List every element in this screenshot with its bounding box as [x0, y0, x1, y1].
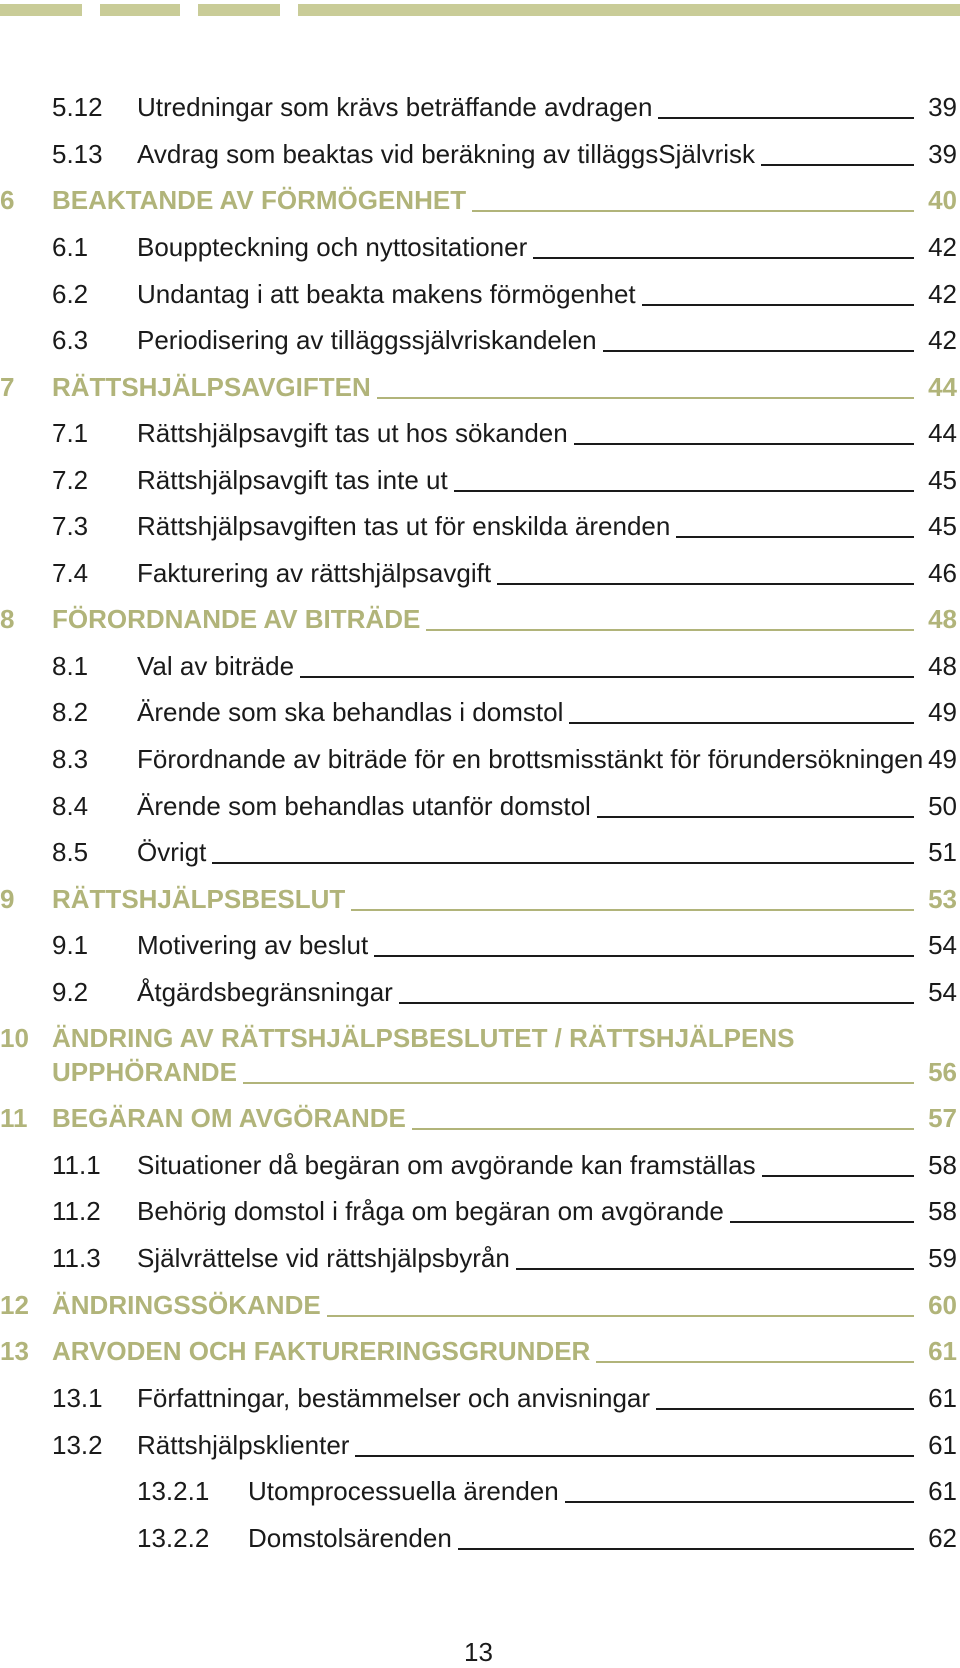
- toc-entry-page: 42: [928, 325, 957, 355]
- toc-leader-line: [472, 210, 914, 212]
- toc-entry-page: 49: [928, 697, 957, 727]
- toc-entry-number: 6.2: [52, 279, 89, 309]
- toc-entry[interactable]: [0, 325, 960, 369]
- toc-entry-title: Utomprocessuella ärenden: [248, 1476, 559, 1506]
- toc-entry-number: 8.3: [52, 744, 89, 774]
- toc-entry-page: 40: [928, 185, 957, 215]
- toc-entry-number: 8.2: [52, 697, 89, 727]
- toc-entry-title: Fakturering av rättshjälpsavgift: [137, 558, 492, 588]
- toc-entry-number: 7: [0, 372, 15, 402]
- toc-leader-line: [565, 1501, 914, 1503]
- toc-entry-page: 58: [928, 1150, 957, 1180]
- toc-entry-number: 9.1: [52, 930, 89, 960]
- toc-entry-page: 46: [928, 558, 957, 588]
- toc-entry-page: 60: [928, 1290, 957, 1320]
- toc-entry-number: 11: [0, 1103, 28, 1133]
- toc-entry[interactable]: [0, 604, 960, 648]
- toc-entry-number: 7.1: [52, 418, 89, 448]
- toc-entry[interactable]: [0, 651, 960, 695]
- toc-entry-title: Periodisering av tilläggssjälvriskandelen: [137, 325, 597, 355]
- toc-entry-page: 61: [928, 1476, 957, 1506]
- toc-entry[interactable]: [0, 139, 960, 183]
- toc-entry-number: 5.13: [52, 139, 103, 169]
- toc-entry[interactable]: [0, 744, 960, 788]
- toc-entry-title: Ärende som ska behandlas i domstol: [137, 697, 564, 727]
- toc-leader-line: [730, 1221, 914, 1223]
- toc-entry-title: BEAKTANDE AV FÖRMÖGENHET: [52, 185, 467, 215]
- toc-leader-line: [597, 816, 914, 818]
- toc-leader-line: [377, 397, 914, 399]
- toc-entry-number: 11.1: [52, 1150, 101, 1180]
- toc-entry[interactable]: [0, 837, 960, 881]
- header-bar-segment: [0, 4, 82, 16]
- toc-entry-title: ÄNDRINGSSÖKANDE: [52, 1290, 321, 1320]
- toc-leader-line: [243, 1082, 914, 1084]
- toc-entry-number: 11.2: [52, 1196, 101, 1226]
- toc-entry-title: BEGÄRAN OM AVGÖRANDE: [52, 1103, 406, 1133]
- toc-entry-page: 39: [928, 139, 957, 169]
- toc-entry-number: 8.1: [52, 651, 89, 681]
- toc-entry-title: Behörig domstol i fråga om begäran om avgörande: [137, 1196, 724, 1226]
- toc-entry-page: 61: [928, 1336, 957, 1366]
- toc-entry-number: 10: [0, 1023, 29, 1053]
- toc-entry[interactable]: [0, 791, 960, 835]
- toc-entry-title: Domstolsärenden: [248, 1523, 452, 1553]
- toc-entry-page: 42: [928, 232, 957, 262]
- toc-entry-number: 6.3: [52, 325, 89, 355]
- toc-entry-title: ÄNDRING AV RÄTTSHJÄLPSBESLUTET / RÄTTSHJÄLPENS: [52, 1023, 795, 1053]
- header-bar-segment: [100, 4, 180, 16]
- toc-leader-line: [212, 862, 914, 864]
- toc-entry-title: Självrättelse vid rättshjälpsbyrån: [137, 1243, 510, 1273]
- toc-entry-title: ARVODEN OCH FAKTURERINGSGRUNDER: [52, 1336, 591, 1366]
- toc-entry-title: Avdrag som beaktas vid beräkning av tilläggsSjälvrisk: [137, 139, 756, 169]
- toc-entry-page: 50: [928, 791, 957, 821]
- toc-entry-number: 12: [0, 1290, 29, 1320]
- toc-entry-page: 48: [928, 651, 957, 681]
- toc-entry-number: 13.2.2: [137, 1523, 210, 1553]
- toc-entry-title: Övrigt: [137, 837, 207, 867]
- toc-entry-page: 62: [928, 1523, 957, 1553]
- toc-leader-line: [399, 1002, 914, 1004]
- toc-entry-title: RÄTTSHJÄLPSAVGIFTEN: [52, 372, 371, 402]
- toc-entry[interactable]: [0, 1103, 960, 1147]
- toc-leader-line: [658, 117, 914, 119]
- toc-entry-page: 39: [928, 92, 957, 122]
- toc-entry-page: 56: [928, 1057, 957, 1087]
- toc-entry-page: 54: [928, 930, 957, 960]
- toc-entry-number: 13.2.1: [137, 1476, 210, 1506]
- toc-entry-title-continued: UPPHÖRANDE: [52, 1057, 237, 1087]
- toc-entry-number: 6.1: [52, 232, 89, 262]
- toc-entry-title: Ärende som behandlas utanför domstol: [137, 791, 591, 821]
- toc-entry-page: 42: [928, 279, 957, 309]
- toc-entry[interactable]: [0, 232, 960, 276]
- toc-entry-number: 5.12: [52, 92, 103, 122]
- toc-entry-page: 59: [928, 1243, 957, 1273]
- toc-entry-number: 13.1: [52, 1383, 103, 1413]
- toc-entry-number: 8: [0, 604, 15, 634]
- toc-entry-number: 7.2: [52, 465, 89, 495]
- toc-entry-page: 61: [928, 1430, 957, 1460]
- toc-entry-number: 6: [0, 185, 15, 215]
- toc-entry[interactable]: [0, 185, 960, 229]
- toc-entry[interactable]: [0, 697, 960, 741]
- toc-entry[interactable]: [0, 558, 960, 602]
- toc-leader-line: [458, 1548, 914, 1550]
- page-number: 13: [464, 1637, 493, 1667]
- toc-entry-number: 8.5: [52, 837, 89, 867]
- toc-leader-line: [516, 1268, 914, 1270]
- toc-leader-line: [351, 909, 914, 911]
- toc-entry[interactable]: [0, 1290, 960, 1334]
- toc-entry[interactable]: [0, 1023, 960, 1101]
- toc-leader-line: [656, 1408, 914, 1410]
- toc-entry[interactable]: [0, 1430, 960, 1474]
- toc-entry-number: 9.2: [52, 977, 89, 1007]
- toc-leader-line: [412, 1128, 914, 1130]
- toc-entry-page: 58: [928, 1196, 957, 1226]
- toc-entry-page: 48: [928, 604, 957, 634]
- toc-leader-line: [300, 676, 914, 678]
- toc-leader-line: [596, 1361, 914, 1363]
- toc-leader-line: [355, 1455, 914, 1457]
- toc-entry-number: 11.3: [52, 1243, 101, 1273]
- toc-leader-line: [454, 490, 914, 492]
- toc-entry[interactable]: [0, 1150, 960, 1194]
- toc-entry-number: 7.4: [52, 558, 89, 588]
- toc-entry-number: 9: [0, 884, 15, 914]
- toc-leader-line: [497, 583, 914, 585]
- toc-leader-line: [642, 304, 914, 306]
- toc-leader-line: [761, 164, 914, 166]
- toc-entry[interactable]: [0, 465, 960, 509]
- toc-entry[interactable]: [0, 418, 960, 462]
- toc-leader-line: [426, 629, 914, 631]
- toc-entry-page: 54: [928, 977, 957, 1007]
- toc-entry-title: Rättshjälpsavgift tas inte ut: [137, 465, 448, 495]
- toc-entry-title: Situationer då begäran om avgörande kan framställas: [137, 1150, 756, 1180]
- toc-entry[interactable]: [0, 92, 960, 136]
- toc-entry-number: 13.2: [52, 1430, 103, 1460]
- toc-entry[interactable]: [0, 884, 960, 928]
- toc-entry-page: 49: [928, 744, 957, 774]
- toc-entry[interactable]: [0, 1336, 960, 1380]
- toc-entry-title: Rättshjälpsavgiften tas ut för enskilda ärenden: [137, 511, 671, 541]
- toc-leader-line: [676, 536, 914, 538]
- toc-entry-page: 51: [928, 837, 957, 867]
- toc-entry[interactable]: [0, 511, 960, 555]
- header-bar-segment: [298, 4, 960, 16]
- toc-entry-number: 7.3: [52, 511, 89, 541]
- toc-entry-page: 45: [928, 511, 957, 541]
- toc-entry-page: 45: [928, 465, 957, 495]
- toc-leader-line: [574, 443, 914, 445]
- toc-entry-title: Undantag i att beakta makens förmögenhet: [137, 279, 636, 309]
- toc-entry-number: 13: [0, 1336, 29, 1366]
- toc-leader-line: [603, 350, 914, 352]
- toc-entry[interactable]: [0, 1196, 960, 1240]
- toc-entry-title: Utredningar som krävs beträffande avdragen: [137, 92, 653, 122]
- toc-entry[interactable]: [0, 930, 960, 974]
- toc-entry-title: Förordnande av biträde för en brottsmisstänkt för förundersökningen: [137, 744, 924, 774]
- toc-entry[interactable]: [0, 279, 960, 323]
- toc-entry-page: 44: [928, 372, 957, 402]
- toc-entry-page: 44: [928, 418, 957, 448]
- toc-entry[interactable]: [0, 372, 960, 416]
- toc-entry-title: Val av biträde: [137, 651, 295, 681]
- toc-leader-line: [327, 1315, 914, 1317]
- toc-entry-title: FÖRORDNANDE AV BITRÄDE: [52, 604, 421, 634]
- toc-entry[interactable]: [0, 977, 960, 1021]
- toc-entry-title: Rättshjälpsklienter: [137, 1430, 350, 1460]
- toc-entry-title: Rättshjälpsavgift tas ut hos sökanden: [137, 418, 568, 448]
- toc-entry-title: RÄTTSHJÄLPSBESLUT: [52, 884, 346, 914]
- header-decor-bar: [0, 4, 960, 16]
- toc-entry-page: 61: [928, 1383, 957, 1413]
- toc-entry-number: 8.4: [52, 791, 89, 821]
- toc-entry[interactable]: [0, 1523, 960, 1567]
- toc-leader-line: [569, 722, 914, 724]
- toc-entry-page: 53: [928, 884, 957, 914]
- header-bar-segment: [198, 4, 280, 16]
- toc-entry-title: Författningar, bestämmelser och anvisningar: [137, 1383, 651, 1413]
- toc-entry[interactable]: [0, 1383, 960, 1427]
- toc-leader-line: [533, 257, 914, 259]
- toc-leader-line: [374, 955, 914, 957]
- toc-entry[interactable]: [0, 1476, 960, 1520]
- toc-entry-title: Motivering av beslut: [137, 930, 369, 960]
- toc-entry-title: Åtgärdsbegränsningar: [137, 977, 393, 1007]
- toc-leader-line: [762, 1175, 914, 1177]
- toc-entry-title: Bouppteckning och nyttositationer: [137, 232, 528, 262]
- toc-entry[interactable]: [0, 1243, 960, 1287]
- toc-entry-page: 57: [928, 1103, 957, 1133]
